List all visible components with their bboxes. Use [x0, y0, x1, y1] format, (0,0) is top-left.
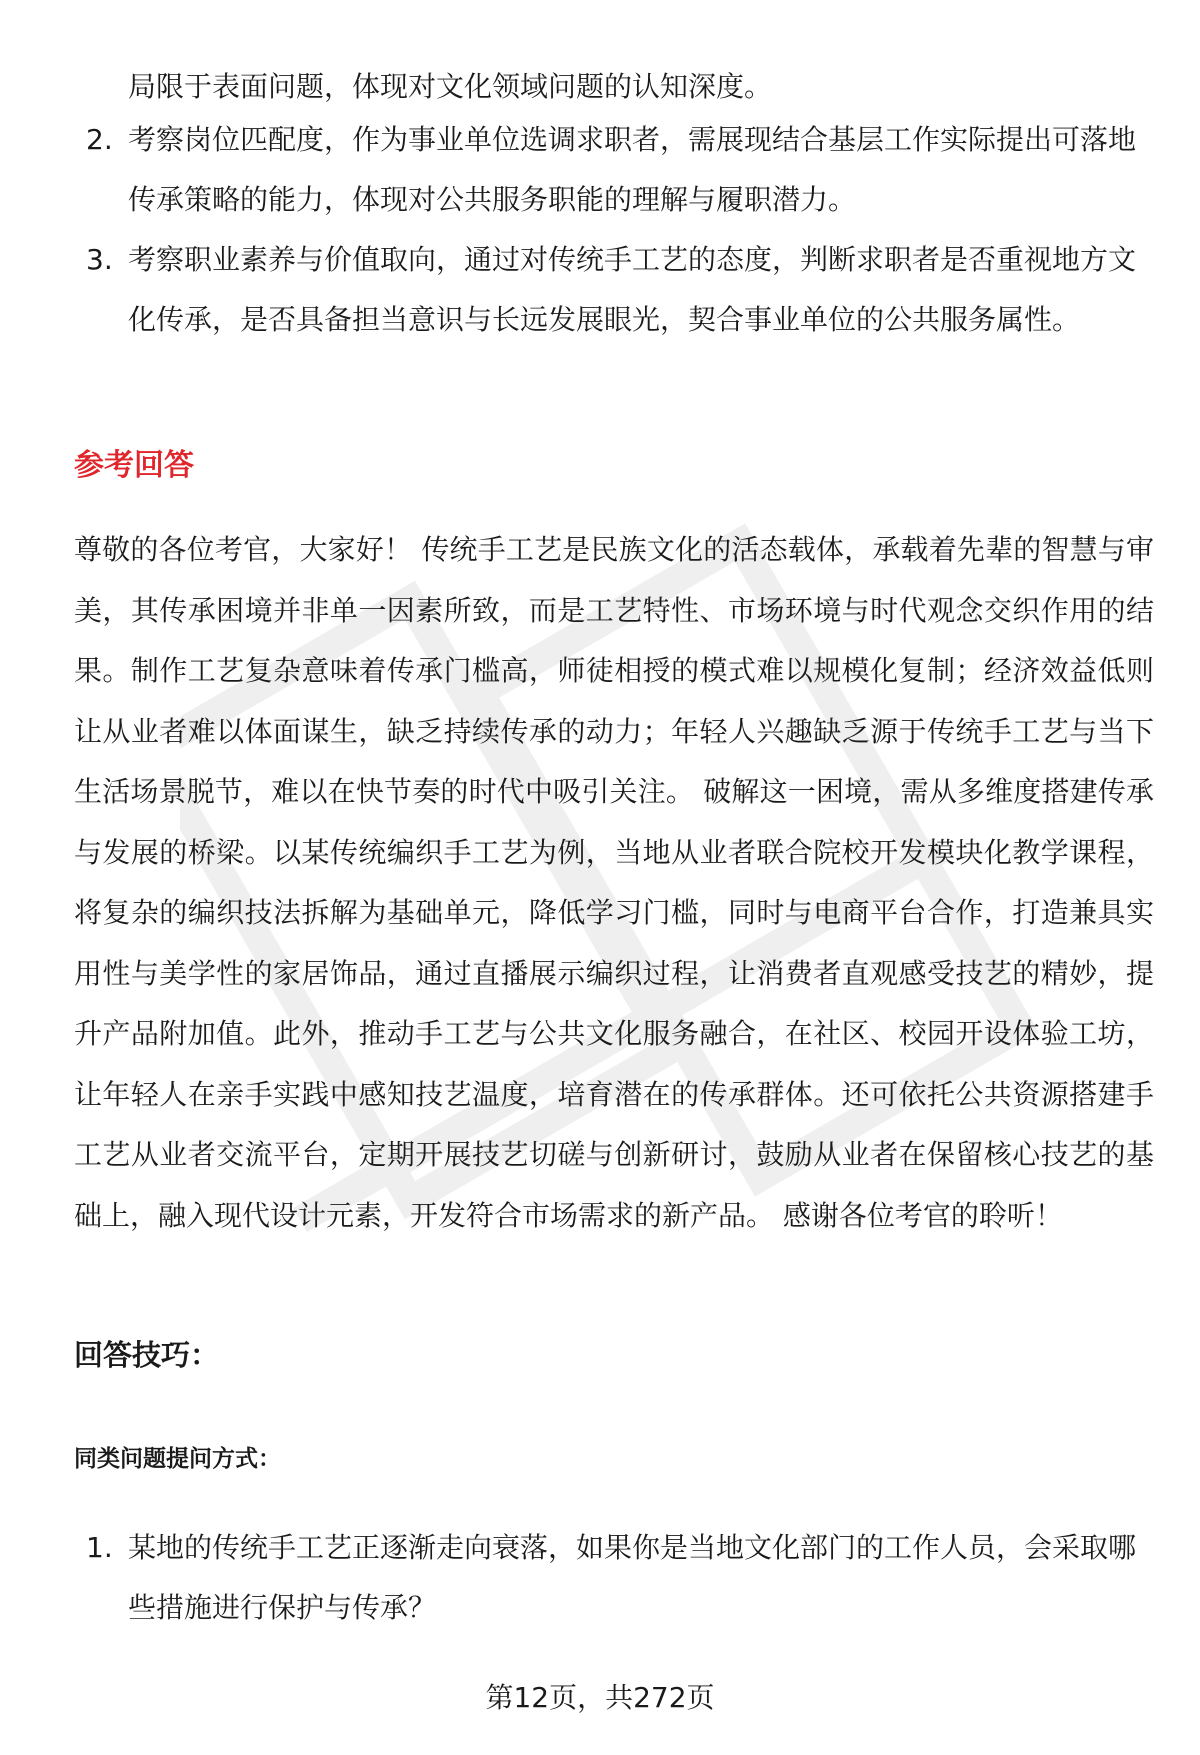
evaluation-points-list: [74, 110, 1154, 350]
list-item: [74, 110, 1154, 230]
page-number-footer: 第12页，共272页: [485, 1681, 715, 1714]
list-item-number: 3.: [86, 243, 113, 276]
similar-questions-list: [74, 1518, 1154, 1638]
list-item-text: 某地的传统手工艺正逐渐走向衰落，如果你是当地文化部门的工作人员，会采取哪些措施进行保护与传承？: [128, 1531, 1137, 1624]
list-item-number: 1.: [86, 1531, 113, 1564]
continued-list-text: 局限于表面问题，体现对文化领域问题的认知深度。: [128, 70, 773, 103]
list-item-text: 考察职业素养与价值取向，通过对传统手工艺的态度，判断求职者是否重视地方文化传承，是否具备担当意识与长远发展眼光，契合事业单位的公共服务属性。: [128, 243, 1137, 336]
list-item: [74, 1518, 1154, 1638]
list-item-number: 2.: [86, 123, 113, 156]
answer-tips-heading: 回答技巧：: [74, 1338, 220, 1372]
reference-answer-text: 尊敬的各位考官，大家好！ 传统手工艺是民族文化的活态载体，承载着先辈的智慧与审美，其传承困境并非单一因素所致，而是工艺特性、市场环境与时代观念交织作用的结果。制作工艺复杂意味着传承门槛高，师徒相授的模式难以规模化复制；经济效益低则让从业者难以体面谋生，缺乏持续传承的动力；年轻人兴趣缺乏源于传统手工艺与当下生活场景脱节，难以在快节奏的时代中吸引关注。 破解这一困境，需从多维度搭建传承与发展的桥梁。以某传统编织手工艺为例，当地从业者联合院校开发模块化教学课程，将复杂的编织技法拆解为基础单元，降低学习门槛，同时与电商平台合作，打造兼具实用性与美学性的家居饰品，通过直播展示编织过程，让消费者直观感受技艺的精妙，提升产品附加值。此外，推动手工艺与公共文化服务融合，在社区、校园开设体验工坊，让年轻人在亲手实践中感知技艺温度，培育潜在的传承群体。还可依托公共资源搭建手工艺从业者交流平台，定期开展技艺切磋与创新研讨，鼓励从业者在保留核心技艺的基础上，融入现代设计元素，开发符合市场需求的新产品。 感谢各位考官的聆听！: [74, 533, 1154, 1232]
reference-answer-heading: 参考回答: [74, 448, 194, 483]
list-item-text: 考察岗位匹配度，作为事业单位选调求职者，需展现结合基层工作实际提出可落地传承策略的能力，体现对公共服务职能的理解与履职潜力。: [128, 123, 1137, 216]
similar-questions-heading: 同类问题提问方式：: [74, 1446, 281, 1472]
list-item: [74, 230, 1154, 350]
